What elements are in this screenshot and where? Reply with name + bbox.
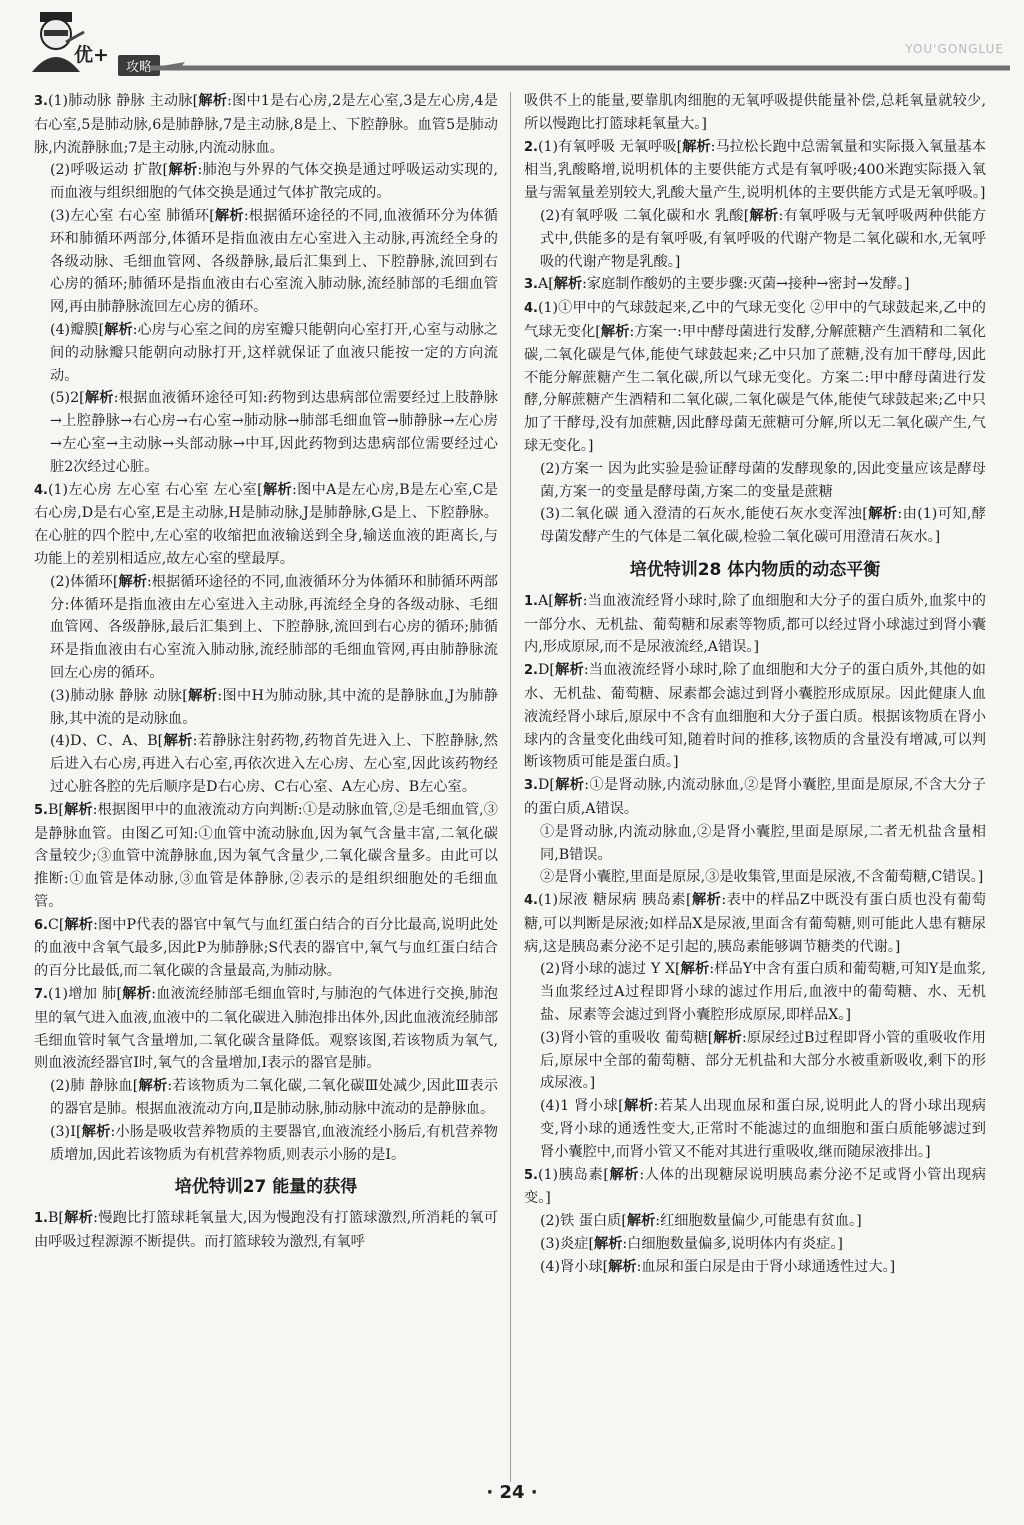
- item-number: 4.: [524, 893, 538, 909]
- item-number: 2.: [524, 663, 538, 679]
- left-column: [34, 90, 498, 1254]
- analysis-text: :当血液流经肾小球时,除了血细胞和大分子的蛋白质外,其他的如水、无机盐、葡萄糖、尿素都会滤过到肾小囊腔形成原尿。因此健康人血液流经肾小球后,原尿中不含有血细胞和大分子蛋白质。根据该物质在肾小球内的含量变化曲线可知,随着时间的推移,该物质的含量没有增减,可以判断该物质可能是蛋白质。]: [524, 662, 986, 771]
- answer-text: ①是肾动脉,内流动脉血,②是肾小囊腔,里面是原尿,二者无机盐含量相同,B错误。: [540, 823, 986, 863]
- analysis-label: 解析: [262, 481, 292, 498]
- answer-item: [524, 297, 986, 458]
- answer-text: 吸供不上的能量,要靠肌肉细胞的无氧呼吸提供能量补偿,总耗氧量就较少,所以慢跑比打篮球耗氧量大。]: [524, 93, 986, 132]
- answer-item: [524, 774, 986, 821]
- item-number: 3.: [34, 94, 48, 109]
- answer-text: (3)肺动脉 静脉 动脉[: [50, 687, 188, 704]
- analysis-text: :肺泡与外界的气体交换是通过呼吸运动实现的,而血液与组织细胞的气体交换是通过气体扩散完成的。: [50, 162, 498, 202]
- answer-line: [524, 821, 986, 867]
- analysis-text: :原尿经过B过程即肾小管的重吸收作用后,原尿中全部的葡萄糖、部分无机盐和大部分水被重新吸收,剩下的形成尿液。]: [540, 1029, 986, 1092]
- analysis-text: :图中H为肺动脉,其中流的是静脉血,J为肺静脉,其中流的是动脉血。: [50, 687, 498, 727]
- answer-line: [524, 1233, 986, 1256]
- answer-text: (3)肾小管的重吸收 葡萄糖[: [540, 1029, 714, 1046]
- brand-title: 优+: [74, 44, 109, 66]
- analysis-label: 解析: [214, 207, 244, 224]
- analysis-text: :根据图甲中的血液流动方向判断:①是动脉血管,②是毛细血管,③是静脉血管。由图乙可知:①血管中流动脉血,因为氧气含量丰富,二氧化碳含量较少;③血管中流静脉血,因为氧气含量少,二氧化碳含量多。由此可以推断:①血管是体动脉,③血管是体静脉,②表示的是组织细胞处的毛细血管。: [34, 801, 498, 910]
- answer-text: (2)体循环[: [50, 573, 119, 590]
- analysis-label: 解析: [84, 390, 114, 407]
- answer-text: (2)肺 静脉血[: [50, 1078, 139, 1095]
- analysis-text: :血尿和蛋白尿是由于肾小球通透性过大。]: [636, 1258, 896, 1275]
- answer-line: [34, 319, 498, 387]
- analysis-text: :图中1是右心房,2是左心室,3是左心房,4是右心室,5是肺动脉,6是肺静脉,7是主动脉,8是上、下腔静脉。血管5是肺动脉,内流静脉血;7是主动脉,内流动脉血。: [34, 93, 498, 156]
- analysis-label: 解析: [104, 321, 133, 338]
- analysis-text: :有氧呼吸与无氧呼吸两种供能方式中,供能多的是有氧呼吸,有氧呼吸的代谢产物是二氧化碳和水,无氧呼吸的代谢产物是乳酸。]: [540, 207, 986, 270]
- analysis-text: :当血液流经肾小球时,除了血细胞和大分子的蛋白质外,血浆中的一部分水、无机盐、葡萄糖和尿素等物质,都可以经过肾小球滤过到肾小囊内,形成原尿,而不是尿液流经,A错误。]: [524, 592, 986, 656]
- answer-line: [34, 571, 498, 685]
- answer-item: [34, 90, 498, 159]
- analysis-text: :心房与心室之间的房室瓣只能朝向心室打开,心室与动脉之间的动脉瓣只能朝向动脉打开,这样就保证了血液只能按一定的方向流动。: [50, 321, 498, 384]
- answer-item: [524, 889, 986, 958]
- answer-line: [34, 1075, 498, 1121]
- analysis-text: :红细胞数量偏少,可能患有贫血。]: [655, 1213, 862, 1230]
- answer-text: (4)1 肾小球[: [540, 1098, 624, 1115]
- analysis-label: 解析: [118, 573, 147, 590]
- analysis-text: :白细胞数量偏多,说明体内有炎症。]: [622, 1236, 843, 1253]
- item-number: 7.: [34, 987, 48, 1003]
- item-number: 1.: [524, 593, 538, 609]
- analysis-label: 解析: [682, 138, 711, 155]
- answer-line: [524, 503, 986, 549]
- analysis-text: :根据血液循环途径可知:药物到达患病部位需要经过上肢静脉→上腔静脉→右心房→右心室→肺动脉→肺部毛细血管→肺静脉→左心房→左心室→主动脉→头部动脉→中耳,因此药物到达患病部位需要经过心脏2次经过心脏。: [50, 390, 498, 475]
- answer-item: [34, 1207, 498, 1254]
- answer-text: B[: [47, 1210, 64, 1227]
- answer-text: A[: [537, 592, 554, 609]
- answer-text: (1)①甲中的气球鼓起来,乙中的气球无变化 ②甲中的气球鼓起来,乙中的气球无变化[: [524, 300, 986, 340]
- analysis-label: 解析: [691, 892, 722, 909]
- answer-text: (2)肾小球的滤过 Y X[: [540, 961, 681, 978]
- item-number: 3.: [524, 277, 538, 293]
- answer-text: (5)2[: [50, 390, 85, 407]
- item-number: 5.: [34, 802, 48, 818]
- answer-text: (1)增加 肺[: [47, 986, 123, 1003]
- section-title: 培优特训28 体内物质的动态平衡: [629, 559, 881, 580]
- answer-text: (1)左心房 左心室 右心室 左心室[: [47, 481, 263, 498]
- header-rule: [0, 60, 1024, 80]
- answer-text: ②是肾小囊腔,里面是原尿,③是收集管,里面是尿液,不含葡萄糖,C错误。]: [540, 869, 984, 886]
- answer-line: [34, 1121, 498, 1167]
- analysis-text: :血液流经肺部毛细血管时,与肺泡的气体进行交换,肺泡里的氧气进入血液,血液中的二氧化碳进入肺泡排出体外,因此血液流经肺部毛细血管时氧气含量增加,二氧化碳含量降低。观察该图,若该物质为氧气,则血液流经器官Ⅰ时,氧气的含量增加,Ⅰ表示的器官是肺。: [34, 986, 498, 1072]
- analysis-label: 解析: [594, 1236, 623, 1253]
- page-header: [0, 0, 1024, 80]
- analysis-label: 解析: [600, 323, 630, 340]
- answer-item: [524, 1164, 986, 1211]
- answer-text: (3)Ⅰ[: [50, 1123, 82, 1140]
- answer-line: [34, 159, 498, 205]
- answer-text: C[: [47, 916, 65, 933]
- analysis-label: 解析: [554, 662, 584, 679]
- analysis-label: 解析: [608, 1166, 640, 1183]
- answer-text: (2)有氧呼吸 二氧化碳和水 乳酸[: [540, 207, 750, 224]
- analysis-label: 解析: [713, 1029, 742, 1046]
- analysis-label: 解析: [168, 162, 198, 179]
- answer-text: (1)胰岛素[: [537, 1166, 609, 1183]
- answer-line: [524, 1095, 986, 1163]
- answer-text: (2)方案一 因为此实验是验证酵母菌的发酵现象的,因此变量应该是酵母菌,方案一的变量是酵母菌,方案二的变量是蔗糖: [540, 460, 986, 500]
- answer-item: [524, 136, 986, 205]
- analysis-text: :若静脉注射药物,药物首先进入上、下腔静脉,然后进入右心房,再进入右心室,再依次进入左心房、左心室,因此该药物经过心脏各腔的先后顺序是D右心房、C右心室、A左心房、B左心室。: [50, 733, 498, 795]
- column-divider: [510, 92, 511, 1482]
- analysis-label: 解析: [680, 961, 710, 978]
- answer-text: (2)呼吸运动 扩散[: [50, 162, 169, 179]
- answer-text: (3)二氧化碳 通入澄清的石灰水,能使石灰水变浑浊[: [540, 506, 868, 523]
- analysis-text: :图中A是左心房,B是左心室,C是右心房,D是右心室,E是主动脉,H是肺动脉,J是肺静脉,G是上、下腔静脉。在心脏的四个腔中,左心室的收缩把血液输送到全身,输送血液的距离长,与功能上的差别相适应,故左心室的壁最厚。: [34, 481, 498, 567]
- answer-text: (1)尿液 糖尿病 胰岛素[: [537, 892, 692, 909]
- analysis-text: :根据循环途径的不同,血液循环分为体循环和肺循环两部分,体循环是指血液由左心室进入主动脉,再流经全身的各级动脉、毛细血管网、各级静脉,最后汇集到上、下腔静脉,流回到右心房的循环;肺循环是指血液由右心室流入肺动脉,流经肺部的毛细血管网,再由肺静脉流回左心房的循环。: [50, 207, 498, 316]
- item-number: 1.: [34, 1211, 48, 1227]
- analysis-text: :①是肾动脉,内流动脉血,②是肾小囊腔,里面是原尿,不含大分子的蛋白质,A错误。: [524, 777, 986, 817]
- analysis-text: :图中P代表的器官中氧气与血红蛋白结合的百分比最高,说明此处的血液中含氧气最多,因此P为肺静脉;S代表的器官中,氧气与血红蛋白结合的百分比最低,而二氧化碳的含量最高,为肺动脉。: [34, 916, 498, 980]
- analysis-label: 解析: [608, 1258, 637, 1275]
- answer-line: [524, 1027, 986, 1095]
- answer-text: (4)瓣膜[: [50, 321, 105, 338]
- answer-text: (1)肺动脉 静脉 主动脉[: [47, 93, 199, 109]
- analysis-text: :表中的样品Z中既没有蛋白质也没有葡萄糖,可以判断是尿液;如样品X是尿液,里面含有葡萄糖,则可能此人患有糖尿病,这是胰岛素分泌不足引起的,胰岛素能够调节糖类的代谢。]: [524, 892, 986, 955]
- answer-line: [524, 458, 986, 504]
- analysis-text: :根据循环途径的不同,血液循环分为体循环和肺循环两部分:体循环是指血液由左心室进入主动脉,再流经全身的各级动脉、毛细血管网、各级静脉,最后汇集到上、下腔静脉,流回到右心房的循环;肺循环是指血液由右心室流入肺动脉,流经肺部的毛细血管网,再由肺静脉流回左心房的循环。: [50, 573, 498, 681]
- page-number: · 24 ·: [486, 1482, 538, 1503]
- analysis-text: :慢跑比打篮球耗氧量大,因为慢跑没有打篮球激烈,所消耗的氧可由呼吸过程源源不断提供。而打篮球较为激烈,有氧呼: [34, 1210, 498, 1251]
- analysis-label: 解析: [623, 1098, 654, 1115]
- analysis-label: 解析: [64, 916, 94, 933]
- answer-text: (4)D、C、A、B[: [50, 733, 164, 750]
- answer-line: [34, 730, 498, 798]
- answer-line: [524, 1210, 986, 1233]
- answer-text: D[: [537, 662, 555, 679]
- analysis-label: 解析: [187, 687, 218, 704]
- analysis-label: 解析: [63, 1210, 94, 1227]
- analysis-text: :马拉松长跑中总需氧量和实际摄入氧量基本相当,乳酸略增,说明机体的主要供能方式是有氧呼吸;400米跑实际摄入氧量与需氧量差别较大,乳酸大量产生,说明机体的主要供能方式是无氧呼吸。]: [524, 138, 986, 202]
- item-number: 4.: [34, 482, 48, 498]
- answer-item: [34, 914, 498, 983]
- analysis-label: 解析: [749, 207, 779, 224]
- answer-text: (1)有氧呼吸 无氧呼吸[: [537, 138, 683, 155]
- analysis-label: 解析: [81, 1123, 111, 1140]
- answer-line: [524, 90, 986, 136]
- answer-item: [524, 273, 986, 297]
- answer-text: (3)左心室 右心室 肺循环[: [50, 207, 215, 224]
- right-column: [524, 90, 986, 1279]
- analysis-text: :小肠是吸收营养物质的主要器官,血液流经小肠后,有机营养物质增加,因此若该物质为有机营养物质,则表示小肠的是Ⅰ。: [50, 1123, 498, 1163]
- analysis-label: 解析: [198, 93, 228, 109]
- item-number: 4.: [524, 301, 538, 317]
- answer-line: [34, 387, 498, 478]
- item-number: 5.: [524, 1167, 538, 1183]
- section-title: 培优特训27 能量的获得: [174, 1177, 358, 1198]
- analysis-text: :方案一:甲中酵母菌进行发酵,分解蔗糖产生酒精和二氧化碳,二氧化碳是气体,能使气球鼓起来;乙中只加了蔗糖,没有加干酵母,因此不能分解蔗糖产生二氧化碳,所以气球无变化。方案二:甲中酵母菌进行发酵,分解蔗糖产生酒精和二氧化碳,二氧化碳是气体,能使气球鼓起来;乙中只加了干酵母,没有加蔗糖,因此酵母菌无蔗糖可分解,所以无二氧化碳产生,气球无变化。]: [524, 323, 986, 454]
- answer-line: [524, 958, 986, 1026]
- answer-text: B[: [47, 801, 64, 818]
- answer-line: [524, 205, 986, 273]
- analysis-text: :若某人出现血尿和蛋白尿,说明此人的肾小球出现病变,肾小球的通透性变大,正常时不能滤过的血细胞和蛋白质能够滤过到肾小囊腔中,而肾小管又不能对其进行重吸收,继而随尿液排出。]: [540, 1098, 986, 1160]
- answer-line: [524, 866, 986, 889]
- answer-line: [524, 1256, 986, 1279]
- analysis-text: :若该物质为二氧化碳,二氧化碳Ⅲ处减少,因此Ⅲ表示的器官是肺。根据血液流动方向,Ⅱ是肺动脉,肺动脉中流动的是静脉血。: [50, 1078, 498, 1118]
- analysis-label: 解析: [867, 506, 898, 523]
- answer-text: (3)炎症[: [540, 1236, 595, 1253]
- item-number: 3.: [524, 778, 538, 794]
- analysis-text: :样品Y中含有蛋白质和葡萄糖,可知Y是血浆,当血浆经过A过程即肾小球的滤过作用后,血液中的葡萄糖、水、无机盐、尿素等会滤过到肾小囊腔形成原尿,即样品X。]: [540, 961, 986, 1024]
- analysis-text: :由(1)可知,酵母菌发酵产生的气体是二氧化碳,检验二氧化碳可用澄清石灰水。]: [540, 506, 986, 546]
- analysis-label: 解析: [163, 733, 193, 750]
- analysis-text: :家庭制作酸奶的主要步骤:灭菌→接种→密封→发酵。]: [582, 276, 910, 293]
- analysis-label: 解析: [626, 1213, 656, 1230]
- analysis-label: 解析: [138, 1078, 168, 1095]
- item-number: 6.: [34, 917, 48, 933]
- analysis-label: 解析: [553, 592, 583, 609]
- answer-item: [34, 799, 498, 914]
- brand-subtitle: 攻略: [118, 55, 160, 76]
- answer-text: (4)肾小球[: [540, 1258, 609, 1275]
- analysis-text: :人体的出现糖尿说明胰岛素分泌不足或肾小管出现病变。]: [524, 1166, 986, 1207]
- answer-line: [34, 205, 498, 319]
- answer-item: [34, 479, 498, 571]
- answer-item: [34, 983, 498, 1075]
- analysis-label: 解析: [553, 276, 583, 293]
- item-number: 2.: [524, 139, 538, 155]
- analysis-label: 解析: [554, 777, 585, 794]
- answer-text: A[: [537, 276, 554, 293]
- answer-text: D[: [537, 777, 555, 794]
- analysis-label: 解析: [122, 986, 152, 1003]
- answer-item: [524, 659, 986, 774]
- analysis-label: 解析: [63, 801, 93, 818]
- answer-item: [524, 590, 986, 659]
- header-english: YOU'GONGLUE: [905, 42, 1004, 56]
- answer-line: [34, 685, 498, 731]
- answer-text: (2)铁 蛋白质[: [540, 1213, 627, 1230]
